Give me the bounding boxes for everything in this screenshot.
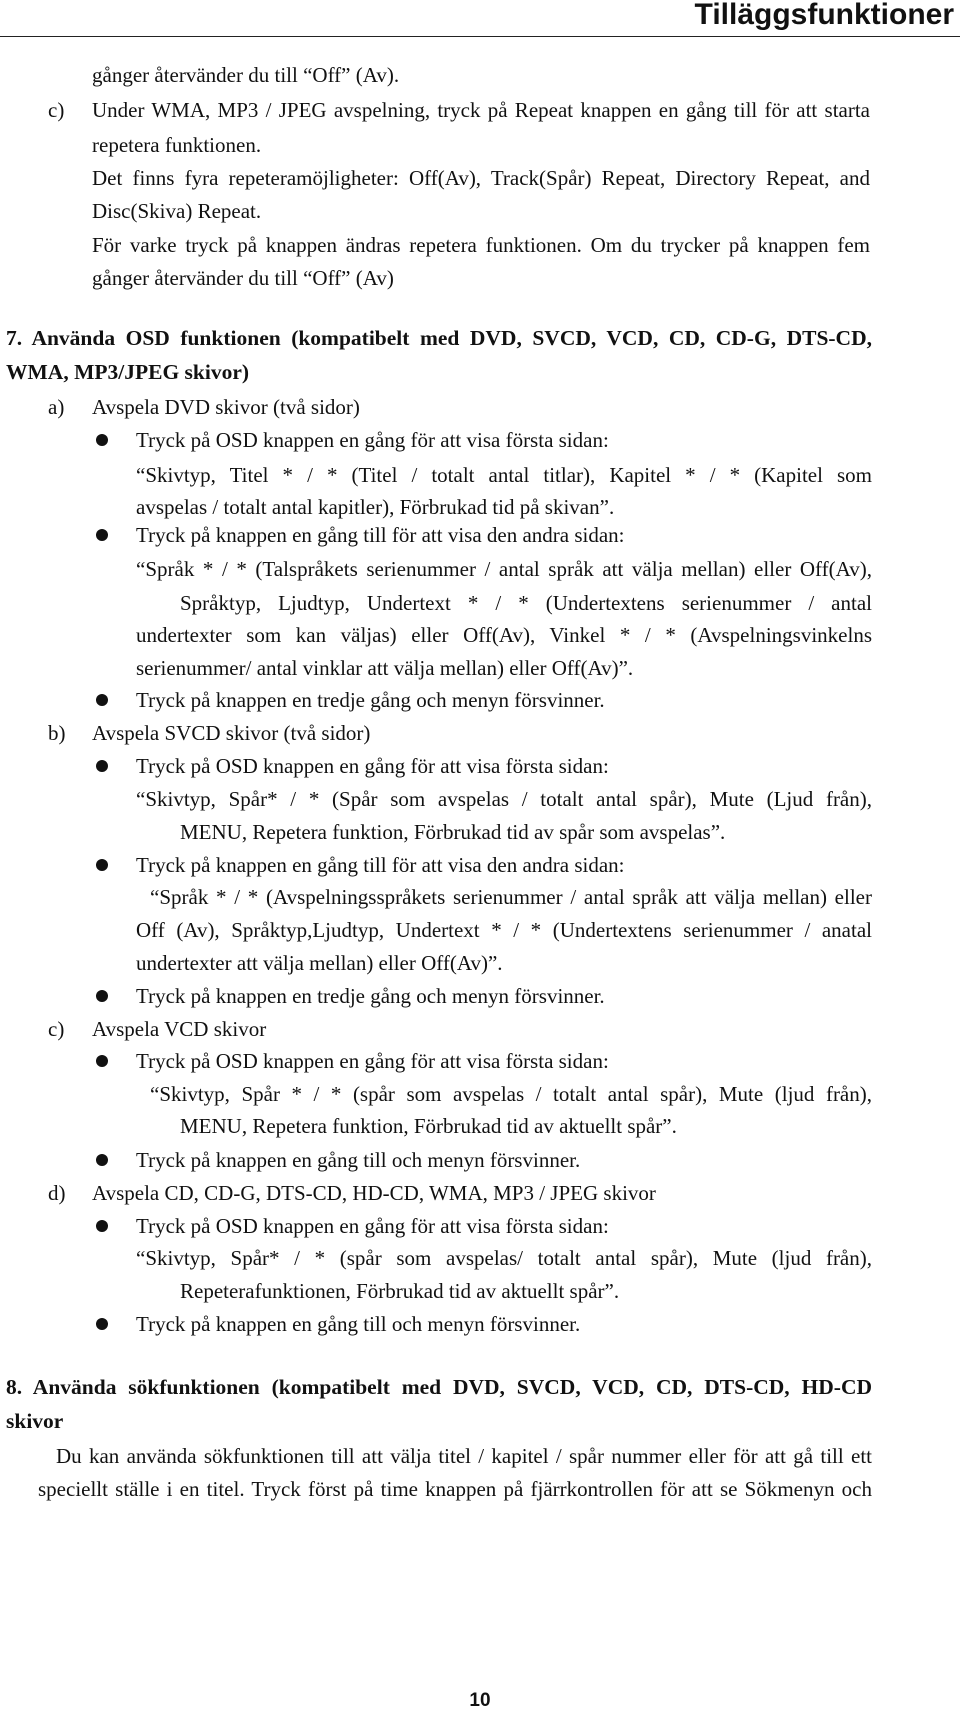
text-line: Disc(Skiva) Repeat. xyxy=(92,199,262,223)
paragraph-line: speciellt ställe i en titel. Tryck först på time knappen på fjärrkontrollen för att se Sökmenyn och xyxy=(38,1477,872,1501)
text-line: “Skivtyp, Spår * / * (spår som avspelas / totalt antal spår), Mute (ljud från), xyxy=(150,1082,872,1106)
bullet-icon xyxy=(96,1055,108,1067)
text-line: MENU, Repetera funktion, Förbrukad tid av aktuellt spår”. xyxy=(180,1114,677,1138)
text-line: “Språk * / * (Talspråkets serienummer / antal språk att välja mellan) eller Off(Av), xyxy=(136,557,872,581)
list-marker-d: d) xyxy=(48,1181,66,1205)
text-line: MENU, Repetera funktion, Förbrukad tid av spår som avspelas”. xyxy=(180,820,726,844)
text-line: undertexter att välja mellan) eller Off(Av)”. xyxy=(136,951,503,975)
bullet-text: Tryck på knappen en gång till och menyn försvinner. xyxy=(136,1312,581,1336)
section-8-heading: 8. Använda sökfunktionen (kompatibelt med DVD, SVCD, VCD, CD, DTS-CD, HD-CD xyxy=(6,1375,872,1399)
bullet-icon xyxy=(96,859,108,871)
section-7-heading: 7. Använda OSD funktionen (kompatibelt med DVD, SVCD, VCD, CD, CD-G, DTS-CD, xyxy=(6,326,872,350)
list-marker-a: a) xyxy=(48,395,65,419)
text-line: “Skivtyp, Titel * / * (Titel / totalt antal titlar), Kapitel * / * (Kapitel som xyxy=(136,463,872,487)
header-title: Tilläggsfunktioner xyxy=(694,0,954,31)
subsection-title: Avspela DVD skivor (två sidor) xyxy=(92,395,360,419)
bullet-text: Tryck på OSD knappen en gång för att visa första sidan: xyxy=(136,1214,609,1238)
text-line: För varke tryck på knappen ändras repetera funktionen. Om du trycker på knappen fem xyxy=(92,233,870,257)
subsection-title: Avspela CD, CD-G, DTS-CD, HD-CD, WMA, MP3 / JPEG skivor xyxy=(92,1181,656,1205)
page-number: 10 xyxy=(469,1690,491,1711)
bullet-icon xyxy=(96,760,108,772)
bullet-icon xyxy=(96,434,108,446)
text-line: repetera funktionen. xyxy=(92,133,262,157)
bullet-icon xyxy=(96,1318,108,1330)
list-marker-b: b) xyxy=(48,721,66,745)
bullet-text: Tryck på knappen en tredje gång och menyn försvinner. xyxy=(136,688,605,712)
list-marker-c: c) xyxy=(48,1017,65,1041)
bullet-icon xyxy=(96,990,108,1002)
text-line: Språktyp, Ljudtyp, Undertext * / * (Undertextens serienummer / antal xyxy=(180,591,872,615)
bullet-text: Tryck på OSD knappen en gång för att visa första sidan: xyxy=(136,428,609,452)
text-line: undertexter som kan väljas) eller Off(Av), Vinkel * / * (Avspelningsvinkelns xyxy=(136,623,872,647)
paragraph-line: Du kan använda sökfunktionen till att välja titel / kapitel / spår nummer eller för att gå till ett xyxy=(56,1444,872,1468)
bullet-text: Tryck på knappen en tredje gång och menyn försvinner. xyxy=(136,984,605,1008)
text-line: gånger återvänder du till “Off” (Av). xyxy=(92,63,400,87)
text-line: gånger återvänder du till “Off” (Av) xyxy=(92,266,394,290)
bullet-icon xyxy=(96,1154,108,1166)
bullet-text: Tryck på OSD knappen en gång för att visa första sidan: xyxy=(136,1049,609,1073)
text-line: “Skivtyp, Spår* / * (Spår som avspelas / totalt antal spår), Mute (Ljud från), xyxy=(136,787,872,811)
list-marker-c: c) xyxy=(48,98,65,122)
bullet-text: Tryck på knappen en gång till för att visa den andra sidan: xyxy=(136,853,625,877)
subsection-title: Avspela VCD skivor xyxy=(92,1017,267,1041)
text-line: serienummer/ antal vinklar att välja mellan) eller Off(Av)”. xyxy=(136,656,634,680)
page-header xyxy=(0,0,960,37)
text-line: Det finns fyra repeteramöjligheter: Off(Av), Track(Spår) Repeat, Directory Repeat, and xyxy=(92,166,870,190)
text-line: “Språk * / * (Avspelningsspråkets serienummer / antal språk att välja mellan) eller xyxy=(150,885,872,909)
bullet-text: Tryck på knappen en gång till för att visa den andra sidan: xyxy=(136,523,625,547)
bullet-text: Tryck på OSD knappen en gång för att visa första sidan: xyxy=(136,754,609,778)
bullet-icon xyxy=(96,694,108,706)
text-line: avspelas / totalt antal kapitler), Förbrukad tid på skivan”. xyxy=(136,495,615,519)
subsection-title: Avspela SVCD skivor (två sidor) xyxy=(92,721,371,745)
section-7-heading-cont: WMA, MP3/JPEG skivor) xyxy=(6,360,250,384)
bullet-text: Tryck på knappen en gång till och menyn försvinner. xyxy=(136,1148,581,1172)
bullet-icon xyxy=(96,1220,108,1232)
bullet-icon xyxy=(96,529,108,541)
text-line: Under WMA, MP3 / JPEG avspelning, tryck på Repeat knappen en gång till för att starta xyxy=(92,98,870,122)
section-8-heading-cont: skivor xyxy=(6,1409,64,1433)
text-line: Repeterafunktionen, Förbrukad tid av aktuellt spår”. xyxy=(180,1279,620,1303)
text-line: Off (Av), Språktyp,Ljudtyp, Undertext * / * (Undertextens serienummer / anatal xyxy=(136,918,872,942)
text-line: “Skivtyp, Spår* / * (spår som avspelas/ totalt antal spår), Mute (ljud från), xyxy=(136,1246,872,1270)
